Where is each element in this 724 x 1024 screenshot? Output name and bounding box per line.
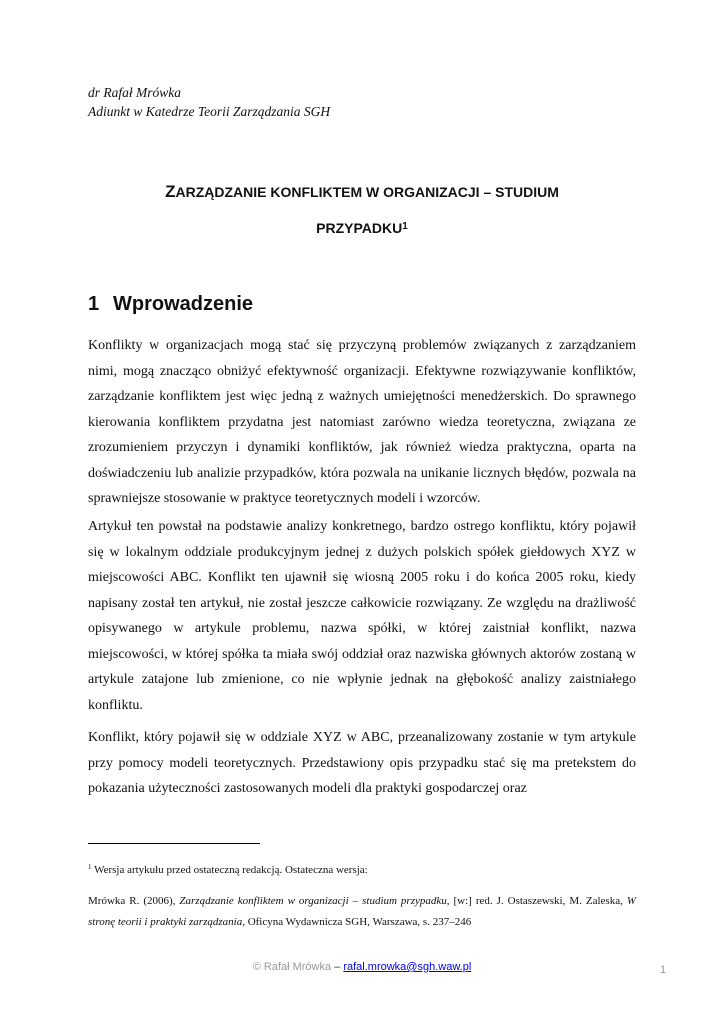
section-number: 1 (88, 293, 100, 315)
author-block (88, 83, 330, 121)
footer-copyright: © Rafał Mrówka (252, 961, 332, 973)
footnote-ref-part3: , Oficyna Wydawnicza SGH, Warszawa, s. 237–246 (242, 916, 472, 928)
author-name: dr Rafał Mrówka (88, 85, 181, 100)
paragraph-2: Artykuł ten powstał na podstawie analizy konkretnego, bardzo ostrego konfliktu, który pojawił się w lokalnym oddziale produkcyjnym jednej z dużych polskich spółek giełdowych XYZ w miejscowości ABC. Konflikt ten ujawnił się wiosną 2005 roku i do końca 2005 roku, kiedy napisany został ten artykuł, nie został jeszcze całkowicie rozwiązany. Ze względu na drażliwość opisywanego w artykule problemu, nazwa spółki, w której zaistniał konflikt, nazwa miejscowości, w której spółka ta miała swój oddział oraz nazwiska głównych aktorów zostaną w artykule zatajone lub zmienione, co nie wpłynie jednak na głębokość analizy zaistniałego konfliktu. (88, 519, 636, 713)
footnote-number: 1 (88, 863, 92, 871)
title-first-letter: Z (165, 182, 176, 201)
footnote-ref-title2: W stronę teorii i praktyki zarządzania (88, 895, 636, 928)
footer-email-link[interactable]: rafal.mrowka@sgh.waw.pl (343, 961, 472, 973)
footnote-note (88, 860, 636, 882)
page-number: 1 (660, 964, 667, 976)
section-heading (88, 293, 253, 316)
paragraph-3: Konflikt, który pojawił się w oddziale XYZ w ABC, przeanalizowany zostanie w tym artykule przy pomocy modeli teoretycznych. Przedstawiony opis przypadku stać się ma pretekstem do pokazania użyteczności zastosowanych modeli dla praktyki gospodarczej oraz (88, 730, 636, 796)
title-line-1 (88, 182, 636, 202)
footnote-ref-part1: Mrówka R. (2006), (88, 895, 180, 907)
title-footnote-ref[interactable]: 1 (402, 221, 408, 232)
footnote-ref-title1: Zarządzanie konfliktem w organizacji – studium przypadku (179, 895, 447, 907)
page-footer (0, 961, 724, 973)
footnote-ref-part2: , [w:] red. J. Ostaszewski, M. Zaleska, (446, 895, 627, 907)
title-line2: PRZYPADKU (316, 220, 403, 236)
author-position: Adiunkt w Katedrze Teorii Zarządzania SGH (88, 104, 331, 119)
paragraph-1: Konflikty w organizacjach mogą stać się przyczyną problemów związanych z zarządzaniem nimi, mogą znacząco obniżyć efektywność organizacji. Efektywne rozwiązywanie konfliktów, zarządzanie konfliktem jest więc jedną z ważnych umiejętności menedżerskich. Do sprawnego kierowania konfliktem przydatna jest natomiast zarówno wiedza teoretyczna, związana ze zrozumieniem przyczyn i dynamiki konfliktów, jak również wiedza praktyczna, oparta na doświadczeniu lub analizie przypadków, która pozwala na unikanie licznych błędów, pozwala na sprawniejsze stosowanie w praktyce teoretycznych modeli i wzorców. (88, 338, 636, 506)
title-line1-rest: ARZĄDZANIE KONFLIKTEM W ORGANIZACJI – STUDIUM (175, 184, 559, 200)
footnote-reference (88, 891, 636, 933)
title-line-2 (88, 220, 636, 236)
footnote-divider (88, 843, 260, 844)
section-title: Wprowadzenie (113, 293, 254, 315)
footnote-note-text: Wersja artykułu przed ostateczną redakcją. Ostateczna wersja: (94, 864, 368, 876)
footer-separator: – (331, 961, 344, 973)
